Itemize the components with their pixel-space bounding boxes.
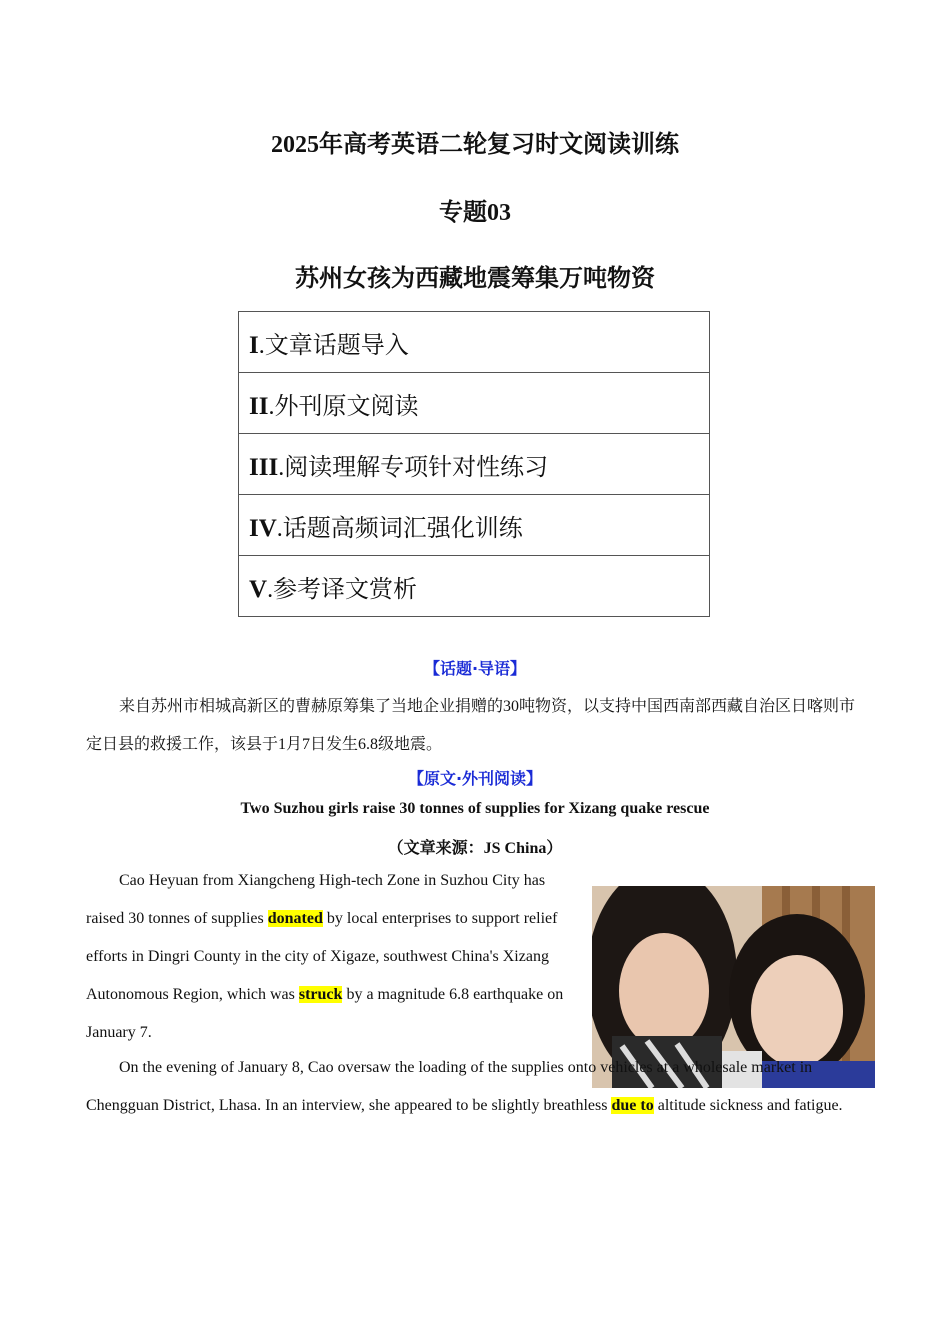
toc-row — [239, 556, 710, 617]
text-run: On the evening of January 8, Cao oversaw the loading of the supplies onto vehicles at a wholesale market in Chengguan District, Lhasa. In an interview, she appeared to be slightly breathless — [86, 1059, 813, 1114]
toc-number: IV — [249, 514, 277, 542]
table-of-contents — [238, 311, 710, 617]
toc-label: .参考译文赏析 — [267, 576, 418, 603]
document-title: 2025年高考英语二轮复习时文阅读训练 — [271, 132, 679, 158]
article-source: （文章来源：JS China） — [387, 840, 563, 857]
toc-label: .外刊原文阅读 — [268, 393, 419, 420]
toc-label: .话题高频词汇强化训练 — [276, 515, 523, 542]
text-run: Cao Heyuan from Xiangcheng High-tech Zone in Suzhou City has raised 30 tonnes of supplies — [86, 872, 546, 927]
toc-label: .文章话题导入 — [258, 332, 409, 359]
text-run: by a magnitude 6.8 earthquake on January 7. — [86, 986, 564, 1041]
highlighted-word: struck — [298, 986, 343, 1003]
toc-row — [239, 495, 710, 556]
article-paragraph-1 — [86, 862, 574, 1052]
toc-number: I — [249, 331, 259, 359]
toc-row — [239, 312, 710, 373]
article-paragraph-2 — [86, 1049, 866, 1125]
intro-heading: 【话题·导语】 — [423, 659, 527, 678]
toc-number: III — [249, 453, 279, 481]
toc-label: .阅读理解专项针对性练习 — [278, 454, 549, 481]
article-title: Two Suzhou girls raise 30 tonnes of supplies for Xizang quake rescue — [240, 800, 710, 817]
article-heading: 【原文·外刊阅读】 — [407, 769, 543, 788]
text-run: altitude sickness and fatigue. — [653, 1097, 843, 1114]
toc-row — [239, 434, 710, 495]
toc-number: V — [249, 575, 268, 603]
toc-row — [239, 373, 710, 434]
toc-number: II — [249, 392, 269, 420]
highlighted-word: donated — [267, 910, 323, 927]
highlighted-word: due to — [611, 1097, 654, 1114]
topic-title: 苏州女孩为西藏地震筹集万吨物资 — [295, 266, 655, 292]
text-run: by local enterprises to support relief efforts in Dingri County in the city of Xigaze, southwest China's Xizang Autonomous Region, which was — [86, 910, 558, 1003]
topic-number: 专题03 — [439, 200, 511, 226]
intro-paragraph: 来自苏州市相城高新区的曹赫原筹集了当地企业捐赠的30吨物资，以支持中国西南部西藏自治区日喀则市定日县的救援工作，该县于1月7日发生6.8级地震。 — [86, 698, 856, 753]
